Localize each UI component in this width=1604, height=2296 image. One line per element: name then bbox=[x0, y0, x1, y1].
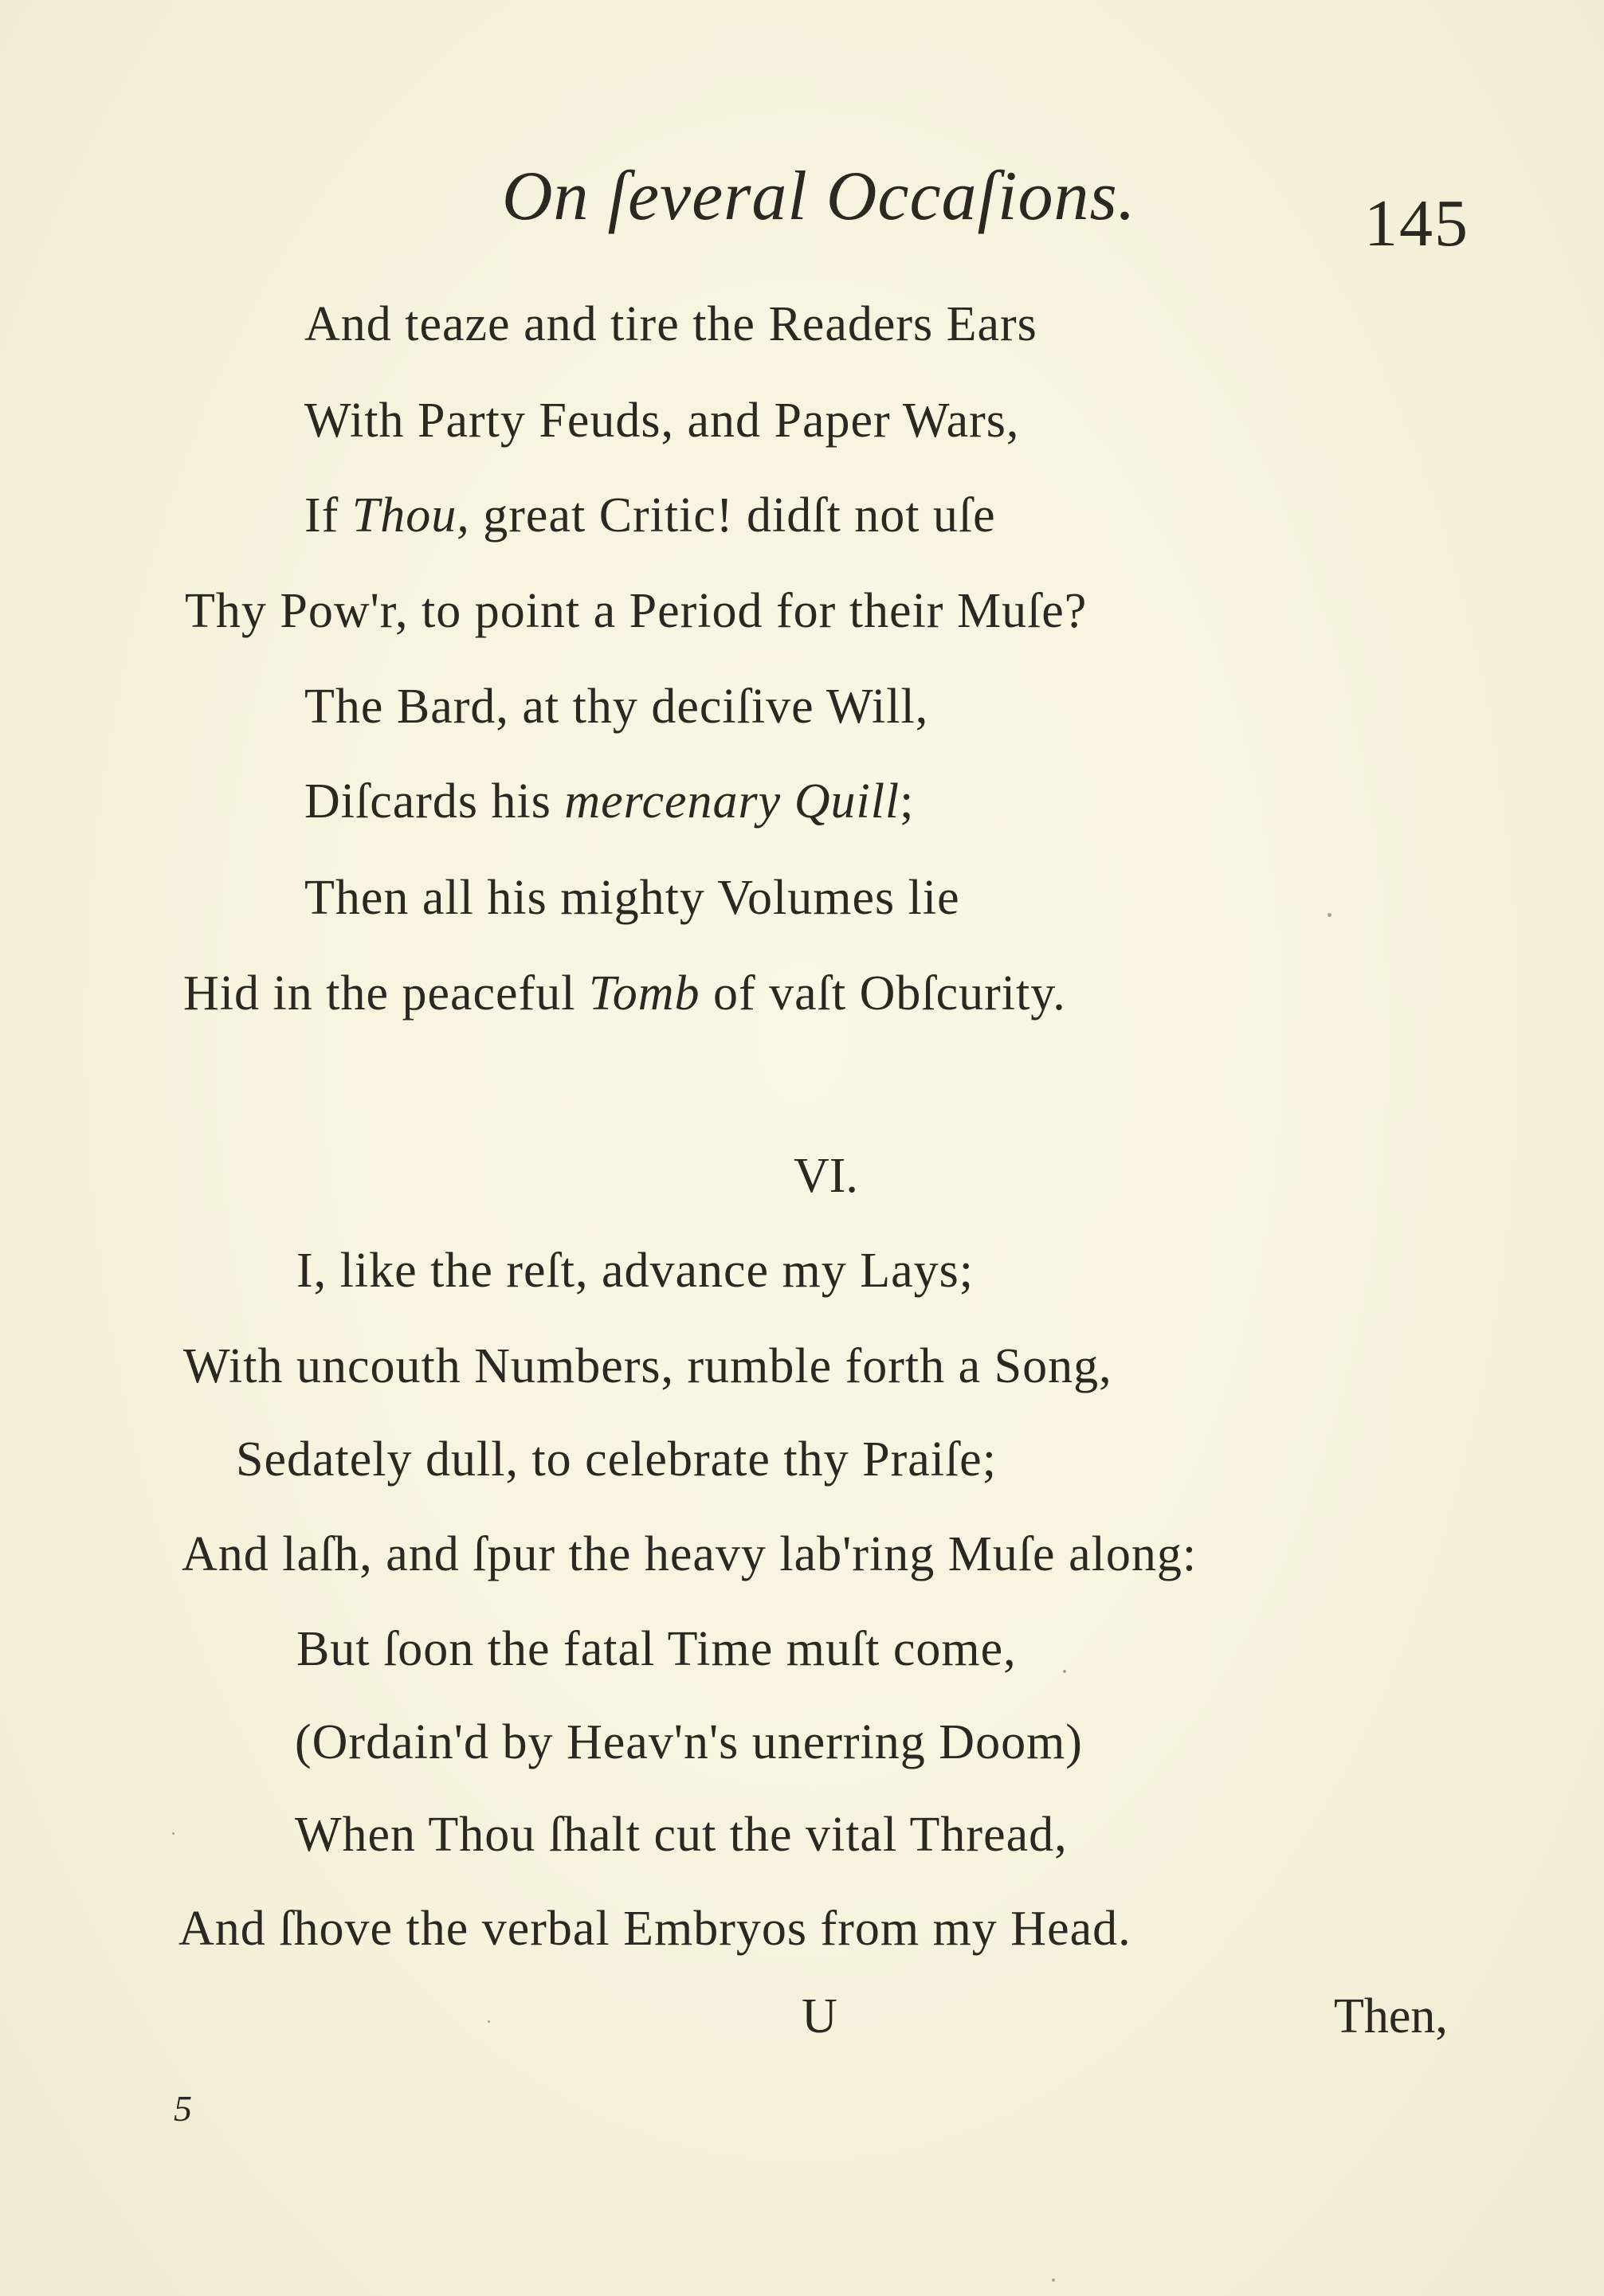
footer-mark: 5 bbox=[174, 2088, 192, 2129]
paper-speck bbox=[1052, 2278, 1055, 2282]
poem-line: Thy Pow'r, to point a Period for their Muſe? bbox=[185, 584, 1088, 638]
poem-line: And teaze and tire the Readers Ears bbox=[304, 297, 1037, 351]
paper-speck bbox=[172, 1832, 175, 1835]
paper-speck bbox=[1063, 1670, 1066, 1673]
poem-line: The Bard, at thy deciſive Will, bbox=[304, 680, 929, 734]
poem-line: When Thou ſhalt cut the vital Thread, bbox=[295, 1808, 1068, 1862]
line-text: Hid in the peaceful bbox=[183, 966, 589, 1021]
section-heading: VI. bbox=[794, 1149, 858, 1203]
catchword: Then, bbox=[1334, 1989, 1448, 2043]
line-text: ; bbox=[900, 774, 915, 829]
line-text: of vaſt Obſcurity. bbox=[700, 966, 1066, 1021]
poem-line bbox=[183, 966, 1066, 1022]
paper-speck bbox=[1328, 913, 1331, 917]
poem-line bbox=[304, 774, 914, 830]
poem-line: And ſhove the verbal Embryos from my Head. bbox=[178, 1902, 1131, 1956]
signature-mark: U bbox=[802, 1989, 837, 2043]
running-title: On ſeveral Occaſions. bbox=[502, 158, 1136, 235]
paper-speck bbox=[488, 2020, 490, 2023]
poem-line: With Party Feuds, and Paper Wars, bbox=[304, 394, 1020, 448]
poem-line: And laſh, and ſpur the heavy lab'ring Muſe along: bbox=[182, 1527, 1198, 1581]
line-text: great Critic! didſt not uſe bbox=[469, 488, 996, 543]
italic-word: mercenary Quill bbox=[564, 774, 900, 829]
line-text: If bbox=[304, 488, 352, 543]
poem-line: Then all his mighty Volumes lie bbox=[304, 871, 960, 925]
poem-line: I, like the reſt, advance my Lays; bbox=[296, 1244, 975, 1298]
poem-line: (Ordain'd by Heav'n's unerring Doom) bbox=[295, 1715, 1083, 1769]
line-text: Diſcards his bbox=[304, 774, 565, 829]
poem-line: Sedately dull, to celebrate thy Praiſe; bbox=[236, 1432, 997, 1487]
poem-line: With uncouth Numbers, rumble forth a Song, bbox=[183, 1339, 1112, 1393]
italic-word: Tomb bbox=[588, 966, 700, 1021]
italic-word: Thou, bbox=[351, 488, 470, 543]
poem-line bbox=[304, 488, 996, 544]
page-number: 145 bbox=[1364, 186, 1469, 261]
poem-line: But ſoon the fatal Time muſt come, bbox=[296, 1622, 1017, 1676]
